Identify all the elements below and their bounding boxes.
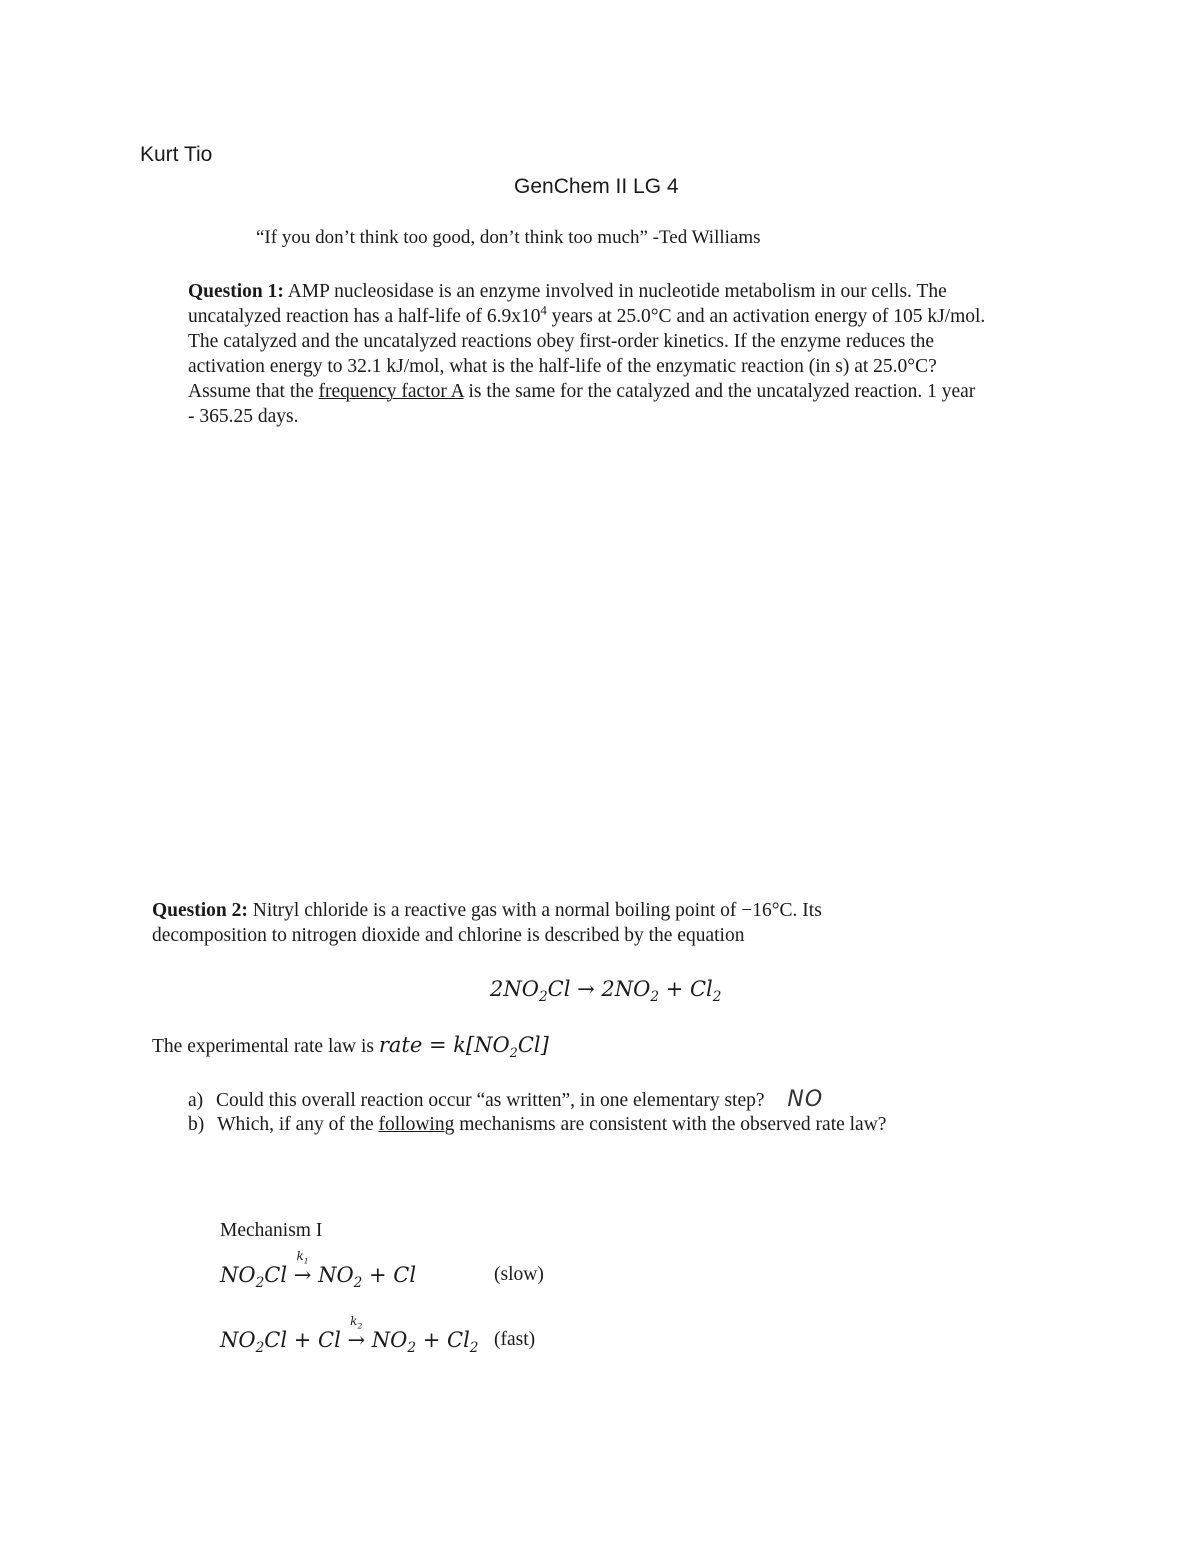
- q1-line-4: activation energy to 32.1 kJ/mol, what is the half-life of the enzymatic reaction (in s) at 25.0°C?: [188, 356, 937, 377]
- part-b-following: following: [378, 1114, 455, 1135]
- part-b: [188, 1114, 886, 1136]
- quote: “If you don’t think too good, don’t think too much” -Ted Williams: [256, 227, 761, 248]
- question-2-label: Question 2:: [152, 900, 248, 921]
- mechanism-title: Mechanism I: [220, 1220, 323, 1241]
- q1-line-5b: is the same for the catalyzed and the uncatalyzed reaction. 1 year: [463, 381, 976, 402]
- q1-line-2b: years at 25.0°C and an activation energy of 105 kJ/mol.: [546, 306, 986, 327]
- question-1: [188, 279, 1028, 429]
- step-2-speed: (fast): [494, 1329, 536, 1350]
- q1-line-6: - 365.25 days.: [188, 406, 299, 427]
- q2-intro-1: Nitryl chloride is a reactive gas with a normal boiling point of −16°C. Its: [247, 900, 822, 921]
- part-b-text-a: Which, if any of the: [217, 1114, 379, 1135]
- rate-law: The experimental rate law is rate = $k[NO_2Cl]$: [152, 1033, 549, 1060]
- course-title: GenChem II LG 4: [514, 175, 679, 198]
- part-b-text-b: mechanisms are consistent with the observed rate law?: [454, 1114, 887, 1135]
- q1-line-5a: Assume that the: [188, 381, 319, 402]
- q2-intro-2: decomposition to nitrogen dioxide and chlorine is described by the equation: [152, 925, 745, 946]
- question-2: [152, 898, 1012, 948]
- step-1-speed: (slow): [494, 1264, 544, 1285]
- author-name: Kurt Tio: [140, 143, 213, 166]
- reaction-equation: $2NO_2Cl \to 2NO_2 + Cl_2$: [490, 977, 722, 1006]
- q1-line-3: The catalyzed and the uncatalyzed reactions obey first-order kinetics. If the enzyme reduces the: [188, 331, 935, 352]
- q1-exponent: 4: [540, 303, 547, 318]
- q1-line-1: AMP nucleosidase is an enzyme involved in nucleotide metabolism in our cells. The: [283, 281, 947, 302]
- part-a-handwritten-answer: NO: [787, 1087, 824, 1112]
- mechanism-step-2: $NO_2Cl + Cl$ → $k_2$ $NO_2 + Cl_2$: [220, 1314, 479, 1357]
- part-b-marker: b): [188, 1114, 205, 1135]
- q1-line-2a: uncatalyzed reaction has a half-life of 6.9x10: [188, 306, 541, 327]
- mechanism-step-1: $NO_2Cl$ → $k_1$ $NO_2 + Cl$: [220, 1249, 417, 1292]
- part-a: [188, 1087, 823, 1112]
- question-1-label: Question 1:: [188, 281, 284, 302]
- q1-frequency-factor: frequency factor A: [318, 381, 464, 402]
- part-a-text: Could this overall reaction occur “as written”, in one elementary step?: [216, 1090, 765, 1111]
- part-a-marker: a): [188, 1090, 204, 1111]
